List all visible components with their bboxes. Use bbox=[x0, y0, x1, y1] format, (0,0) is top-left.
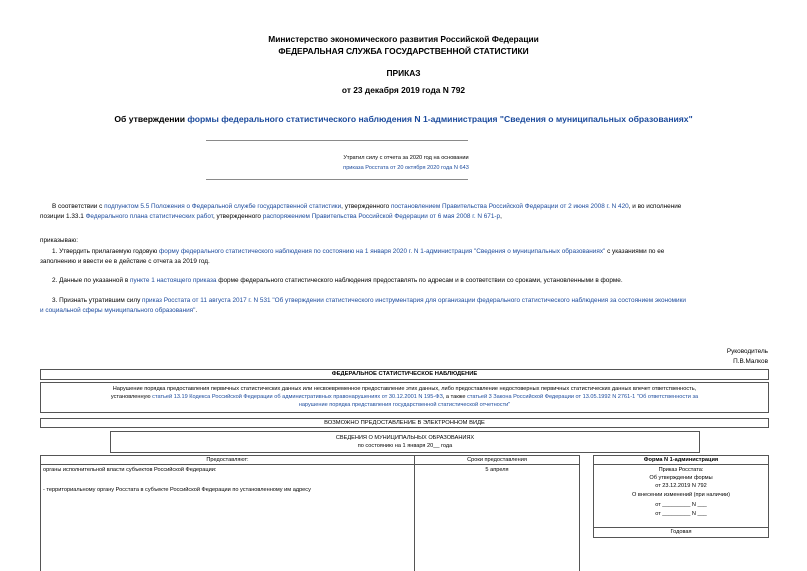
periodicity-value: Годовая bbox=[670, 529, 692, 535]
form-info-cell bbox=[593, 464, 769, 528]
form-line: О внесении изменений (при наличии) bbox=[632, 492, 730, 498]
info-title: СВЕДЕНИЯ О МУНИЦИПАЛЬНЫХ ОБРАЗОВАНИЯХ bbox=[335, 435, 475, 441]
form-link[interactable]: форму федерального статистического наблюдения по состоянию на 1 января 2020 г. N 1-администрация "Сведения о муниципальных образованиях" bbox=[159, 248, 606, 255]
document-title bbox=[0, 114, 807, 124]
terms-cell bbox=[414, 464, 580, 571]
stat-plan-link[interactable]: Федерального плана статистических работ bbox=[85, 213, 213, 220]
col-provide-label: Предоставляют: bbox=[206, 457, 249, 463]
text: 1. Утвердить прилагаемую годовую bbox=[52, 248, 160, 255]
form-line: от _________ N ___ bbox=[655, 511, 707, 517]
revoked-order-link-cont[interactable]: и социальной сферы муниципального образования" bbox=[40, 307, 196, 314]
electronic-banner bbox=[40, 418, 769, 428]
form-line: Приказ Росстата: bbox=[658, 467, 704, 473]
periodicity-cell bbox=[593, 527, 769, 538]
text: позиции 1.33.1 bbox=[40, 213, 86, 220]
signature-role: Руководитель bbox=[726, 348, 768, 355]
provider-row-1: органы исполнительной власти субъектов Российской Федерации: bbox=[43, 467, 217, 473]
info-box bbox=[110, 431, 700, 453]
electronic-text: ВОЗМОЖНО ПРЕДОСТАВЛЕНИЕ В ЭЛЕКТРОННОМ ВИДЕ bbox=[324, 420, 485, 426]
text: , утвержденного bbox=[212, 213, 263, 220]
statute-link[interactable]: подпунктом 5.5 Положения о Федеральной службе государственной статистики bbox=[104, 203, 342, 210]
paragraph-preamble-cont bbox=[40, 212, 760, 222]
title-form-link[interactable]: формы федерального статистического наблюдения N 1-администрация "Сведения о муниципальных образованиях" bbox=[187, 114, 693, 124]
text: , и во исполнение bbox=[628, 203, 682, 210]
order-word: приказываю: bbox=[40, 237, 78, 244]
form-banner-text: ФЕДЕРАЛЬНОЕ СТАТИСТИЧЕСКОЕ НАБЛЮДЕНИЕ bbox=[331, 371, 478, 377]
form-warning bbox=[40, 382, 769, 413]
form-line: от _________ N ___ bbox=[655, 502, 707, 508]
col-form-label: Форма N 1-администрация bbox=[643, 457, 719, 463]
doc-date-number: от 23 декабря 2019 года N 792 bbox=[341, 85, 466, 95]
notice-rule-bottom bbox=[206, 179, 468, 180]
paragraph-item-1-cont: заполнению и ввести ее в действие с отчета за 2019 год. bbox=[40, 258, 210, 265]
text: установленную bbox=[110, 394, 153, 400]
law-link[interactable]: статьей 3 Закона Российской Федерации от 13.05.1992 N 2761-1 "Об ответственности за bbox=[467, 394, 699, 400]
text: , а также bbox=[442, 394, 468, 400]
ministry-title: Министерство экономического развития Российской Федерации bbox=[268, 34, 539, 44]
term-value: 5 апреля bbox=[485, 467, 509, 473]
form-line: от 23.12.2019 N 792 bbox=[655, 483, 707, 489]
text: форме федерального статистического наблюдения предоставлять по адресам и в соответствии со сроками, установленными в форме. bbox=[216, 277, 623, 284]
text: с указаниями по ее bbox=[605, 248, 665, 255]
paragraph-preamble bbox=[52, 202, 762, 212]
clause-link[interactable]: пункте 1 настоящего приказа bbox=[130, 277, 217, 284]
notice-link[interactable]: приказа Росстата от 20 октября 2020 года N 643 bbox=[343, 165, 469, 171]
resolution-link[interactable]: постановлением Правительства Российской Федерации от 2 июня 2008 г. N 420 bbox=[390, 203, 629, 210]
order-link[interactable]: распоряжением Правительства Российской Федерации от 6 мая 2008 г. N 671-р bbox=[262, 213, 501, 220]
revoked-order-link[interactable]: приказ Росстата от 11 августа 2017 г. N 531 "Об утверждении статистического инструментария для организации федерального статистического наблюдения за состоянием экономики bbox=[142, 297, 686, 304]
paragraph-item-1 bbox=[52, 247, 767, 257]
title-prefix: Об утверждении bbox=[114, 114, 188, 124]
text: . bbox=[195, 307, 198, 314]
form-banner bbox=[40, 369, 769, 380]
paragraph-item-2 bbox=[52, 276, 767, 286]
service-title: ФЕДЕРАЛЬНАЯ СЛУЖБА ГОСУДАРСТВЕННОЙ СТАТИСТИКИ bbox=[278, 46, 529, 56]
warning-line: Нарушение порядка предоставления первичных статистических данных или несвоевременное предоставление этих данных, либо предоставление недостоверных первичных статистических данных влечет ответственность, bbox=[112, 386, 697, 392]
notice-rule-top bbox=[206, 140, 468, 141]
doc-type: ПРИКАЗ bbox=[386, 68, 421, 78]
form-line: Об утверждении формы bbox=[649, 475, 713, 481]
koap-link[interactable]: статьей 13.19 Кодекса Российской Федерации об административных правонарушениях от 30.12.2001 N 195-ФЗ bbox=[152, 394, 443, 400]
law-link-cont[interactable]: нарушение порядка представления государственной статистической отчетности" bbox=[298, 402, 511, 408]
paragraph-item-3-cont bbox=[40, 306, 197, 316]
provide-cell bbox=[40, 464, 415, 571]
paragraph-item-3 bbox=[52, 296, 767, 306]
signature-name: П.В.Малков bbox=[733, 358, 768, 365]
text: 2. Данные по указанной в bbox=[52, 277, 130, 284]
text: , утвержденного bbox=[341, 203, 391, 210]
notice-line: Утратил силу с отчета за 2020 год на основании bbox=[343, 155, 469, 161]
text: 3. Признать утратившим силу bbox=[52, 297, 143, 304]
warning-line-2 bbox=[45, 393, 764, 401]
info-date: по состоянию на 1 января 20__ года bbox=[357, 443, 453, 449]
col-terms-label: Сроки предоставления bbox=[467, 457, 527, 463]
text: , bbox=[500, 213, 502, 220]
provider-row-2: - территориальному органу Росстата в субъекте Российской Федерации по установленному им адресу bbox=[43, 487, 311, 493]
text: В соответствии с bbox=[52, 203, 105, 210]
